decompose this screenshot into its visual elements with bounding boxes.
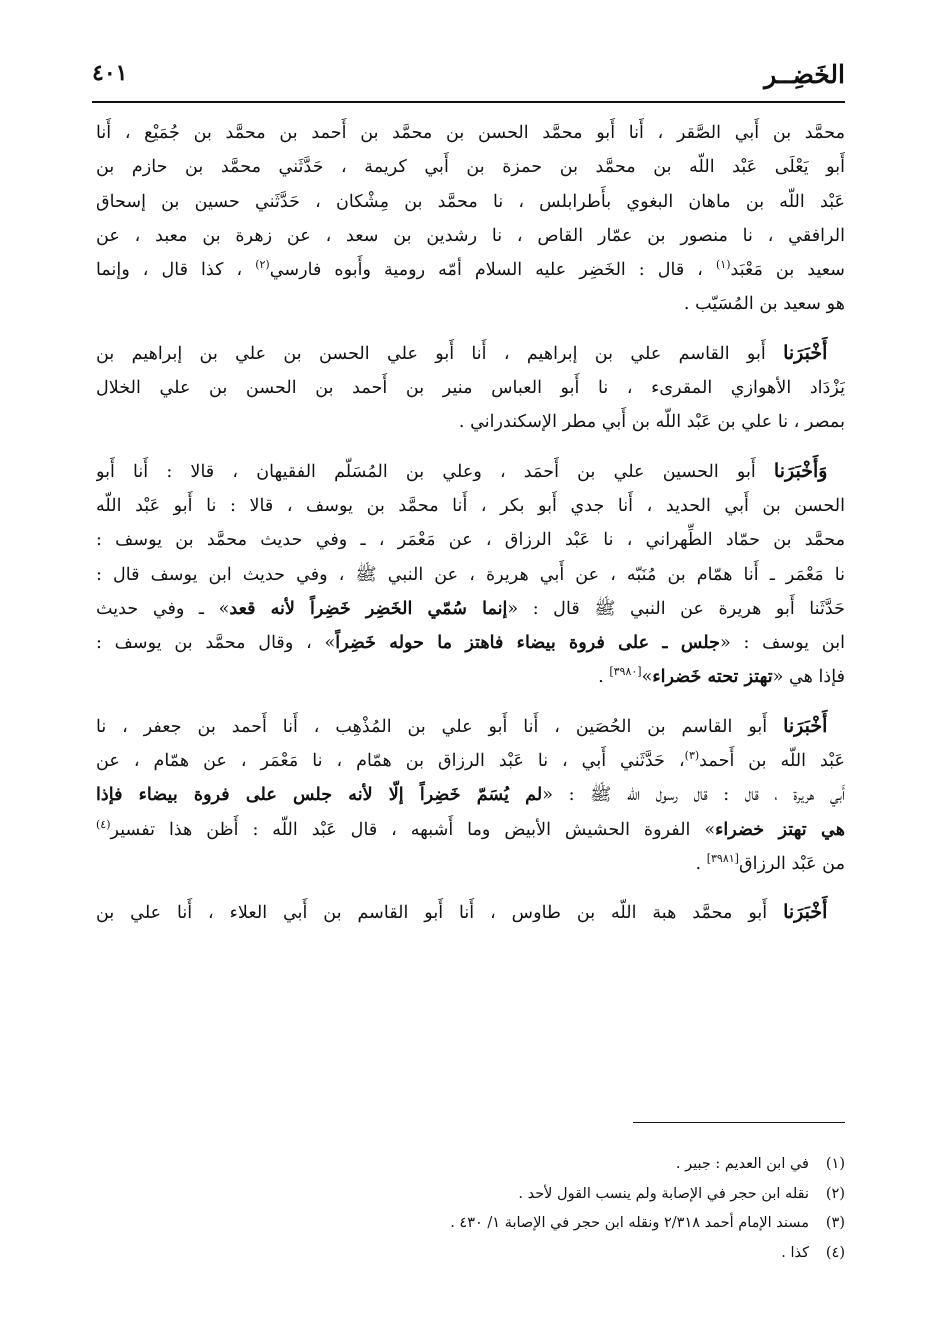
text-line xyxy=(96,626,845,660)
running-title: الخَضِــر xyxy=(764,60,845,89)
text-line xyxy=(96,592,845,626)
text-line xyxy=(96,895,845,930)
footnote-number: (١) xyxy=(825,1156,845,1172)
footnote-text: في ابن العديم : جبير . xyxy=(675,1156,809,1172)
footnote-text: مسند الإمام أحمد ٢/٣١٨ ونقله ابن حجر في الإصابة ١/ ٤٣٠ . xyxy=(450,1215,809,1231)
text-line: هو سعيد بن المُسَيّب . xyxy=(683,294,845,315)
footnote-number: (٢) xyxy=(825,1185,845,1202)
hadith-text: لم يُسَمّ خَضِراً إلّا لأنه جلس على فروة بيضاء فإذا xyxy=(96,784,543,806)
text-line: أَبو يَعْلَى عَبْد اللّه بن محمَّد بن حمزة بن أَبي كريمة ، حَدَّثَني محمَّد بن حازم بن xyxy=(96,157,845,178)
text-segment: أَبي هريرة ، قال : قال رسول اللّه ﷺ : « xyxy=(542,785,845,806)
footnote-ref[interactable]: (١) xyxy=(715,258,731,272)
footnote xyxy=(96,1209,845,1239)
text-line xyxy=(96,454,845,489)
text-line: عَبْد اللّه بن ماهان البغوي بأَطرابلس ، نا محمَّد بن مِشْكان ، حَدَّثَني حسين بن إسحاق xyxy=(96,191,845,212)
main-text xyxy=(96,116,845,945)
footnote-ref[interactable]: (٣) xyxy=(684,749,700,763)
hadith-text: إنما سُمّي الخَضِر خَضِراً لأنه قعد xyxy=(229,597,508,619)
text-segment: . xyxy=(598,667,604,688)
footnote-ref[interactable]: (٢) xyxy=(255,258,270,272)
isnad-keyword: أَخْبَرَنا xyxy=(783,901,828,924)
text-line xyxy=(96,847,845,881)
text-line xyxy=(96,813,845,847)
footnote-text: نقله ابن حجر في الإصابة ولم ينسب القول لأحد . xyxy=(518,1185,809,1202)
paragraph-2 xyxy=(96,336,845,440)
footnote-number: (٤) xyxy=(825,1244,845,1261)
footnote-divider xyxy=(633,1122,845,1123)
footnotes xyxy=(96,1150,845,1268)
text-segment: ، كذا قال ، وإنما xyxy=(96,260,243,281)
page-number: ٤٠١ xyxy=(92,60,128,86)
footnote-text: كذا . xyxy=(781,1244,809,1261)
page-header xyxy=(92,58,845,98)
text-line xyxy=(96,336,845,371)
isnad-keyword: أَخْبَرَنا xyxy=(783,714,828,737)
footnote-ref[interactable]: (٤) xyxy=(96,817,111,831)
text-line: محمَّد بن أَبي الصَّقر ، أَنا أَبو محمَّد الحسن بن محمَّد بن أَحمد بن محمَّد بن جُمَيْع ، أَنا xyxy=(96,123,845,143)
text-segment: . xyxy=(695,853,702,874)
text-line: بمصر ، نا علي بن عَبْد اللّه بن أَبي مطر الإسكندراني . xyxy=(458,412,845,433)
text-segment: » الفروة الحشيش الأبيض وما أَشبهه ، قال عَبْد اللّه : أَظن هذا تفسير xyxy=(110,819,716,840)
text-segment: أَبو الحسين علي بن أَحمَد ، وعلي بن المُسَلّم الفقيهان ، قالا : أَنا أَبو xyxy=(96,461,756,482)
text-segment: » ـ وفي حديث xyxy=(96,598,230,619)
text-line xyxy=(96,778,845,812)
text-segment: حَدَّثَنا أَبو هريرة عن النبي ﷺ قال : « xyxy=(507,598,845,619)
hadith-text: جلس ـ على فروة بيضاء فاهتز ما حوله خَضِراً xyxy=(335,632,720,654)
text-segment: ، قال : الخَضِر عليه السلام أمّه رومية وأَبوه فارسي xyxy=(269,260,703,281)
text-line xyxy=(96,660,845,694)
hadith-text: تهتز تحته خَضراء xyxy=(652,666,773,688)
text-segment: أَبو محمَّد هبة اللّه بن طاوس ، أَنا أَبو القاسم بن أَبي العلاء ، أَنا علي بن xyxy=(96,903,768,924)
text-segment: عَبْد اللّه بن أَحمد xyxy=(699,751,845,772)
isnad-keyword: أَخْبَرَنا xyxy=(783,341,828,364)
text-segment: أَبو القاسم بن الحُصَين ، أَنا أَبو علي بن المُذْهِب ، أَنا أَحمد بن جعفر ، نا xyxy=(96,716,768,737)
hadith-number: [٣٩٨١] xyxy=(706,852,739,866)
text-line: الحسن بن أَبي الحديد ، أَنا جدي أَبو بكر ، أَنا محمَّد بن يوسف ، قالا : نا أَبو عَبْد اللّه xyxy=(96,495,845,516)
paragraph-1 xyxy=(96,116,845,322)
text-line xyxy=(96,253,845,287)
footnote-number: (٣) xyxy=(825,1215,845,1231)
footnote xyxy=(96,1180,845,1210)
text-segment: فإذا هي « xyxy=(772,667,845,688)
text-line: الرافقي ، نا منصور بن عمّار القاص ، نا رشدين بن سعد ، عن زهرة بن معبد ، عن xyxy=(96,225,845,246)
text-segment: » xyxy=(641,667,653,688)
text-segment: من عَبْد الرزاق xyxy=(738,853,845,874)
text-line: محمَّد بن حمّاد الطِّهراني ، نا عَبْد الرزاق ، عن مَعْمَر ، ـ وفي حديث محمَّد بن يوسف : xyxy=(96,530,845,551)
text-segment: » ، وقال محمَّد بن يوسف : xyxy=(96,633,336,654)
text-line: يَزْدَاد الأهوازي المقرىء ، نا أَبو العباس منير بن أَحمد بن الحسن بن علي الخلال xyxy=(96,378,845,399)
footnote xyxy=(96,1239,845,1269)
paragraph-3 xyxy=(96,454,845,695)
text-line xyxy=(96,709,845,744)
hadith-text: هي تهتز خضراء xyxy=(715,818,845,840)
text-segment: ، حَدَّثَني أَبي ، نا عَبْد الرزاق بن همّام ، نا مَعْمَر ، عن همّام ، عن xyxy=(96,751,685,772)
paragraph-4 xyxy=(96,709,845,881)
text-line: نا مَعْمَر ـ أَنا همّام بن مُنَبّه ، عن أَبي هريرة ، عن النبي ﷺ ، وفي حديث ابن يوسف قال : xyxy=(96,564,845,585)
text-segment: ابن يوسف : « xyxy=(719,633,845,654)
text-segment: سعيد بن مَعْبَد xyxy=(730,260,845,281)
header-divider xyxy=(92,101,845,103)
footnote xyxy=(96,1150,845,1180)
hadith-number: [٣٩٨٠] xyxy=(609,665,642,679)
text-line xyxy=(96,744,845,778)
paragraph-5 xyxy=(96,895,845,930)
text-segment: أَبو القاسم علي بن إبراهيم ، أَنا أَبو علي الحسن بن علي بن إبراهيم بن xyxy=(96,343,766,364)
isnad-keyword: وَأَخْبَرَنا xyxy=(773,459,828,482)
